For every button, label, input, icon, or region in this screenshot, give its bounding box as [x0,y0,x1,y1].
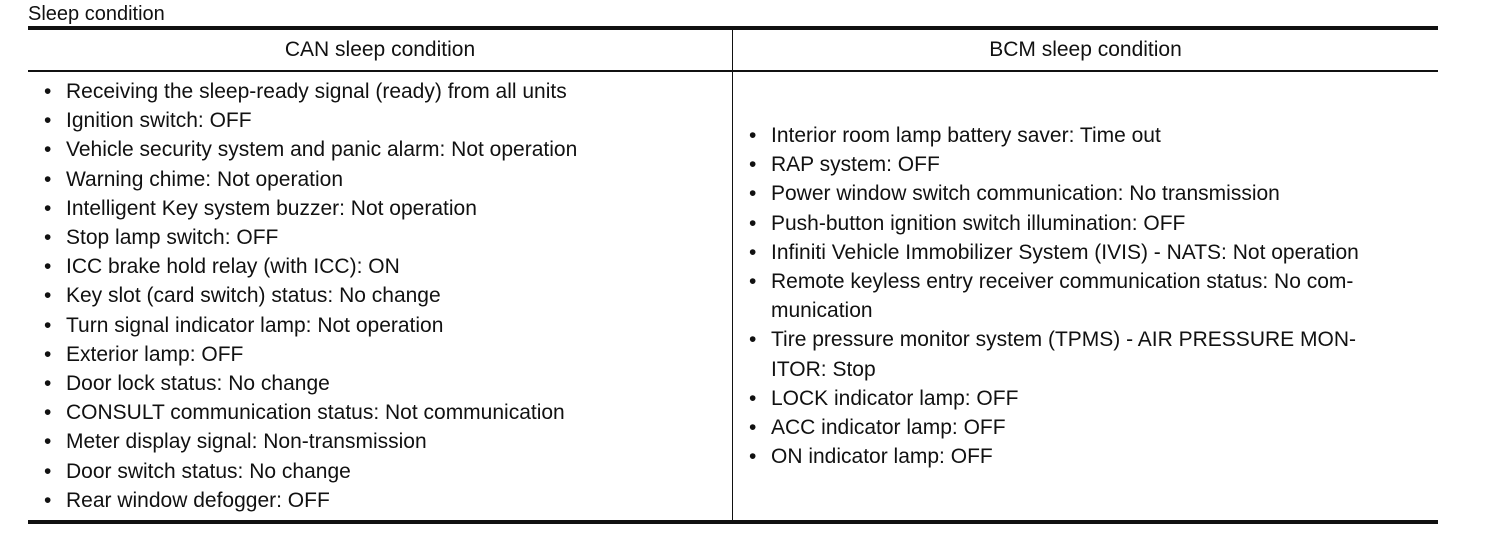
list-item [733,179,1423,208]
list-item-text: Intelligent Key system buzzer: Not operation [66,196,477,220]
bullet-icon: • [749,211,757,235]
list-item [28,135,728,164]
list-item [28,340,728,369]
can-sleep-condition-cell [28,72,732,520]
list-item-text: Power window switch communication: No transmission [771,182,1280,206]
bullet-icon: • [749,445,757,469]
bcm-condition-list [733,121,1423,471]
list-item [28,457,728,486]
bullet-icon: • [749,153,757,177]
list-item [28,486,728,515]
list-item-text: Stop lamp switch: OFF [66,226,279,250]
bullet-icon: • [44,255,52,279]
list-item-text: ACC indicator lamp: OFF [771,416,1006,440]
list-item [733,413,1423,442]
bullet-icon: • [44,372,52,396]
bullet-icon: • [44,138,52,162]
list-item [28,369,728,398]
list-item-text: Exterior lamp: OFF [66,342,244,366]
list-item-text: Door switch status: No change [66,459,351,483]
list-item [28,398,728,427]
list-item [28,77,728,106]
list-item-text: munication [771,299,873,323]
list-item [733,121,1423,150]
list-item-text: Key slot (card switch) status: No change [66,284,441,308]
sleep-condition-table [28,26,1438,524]
list-item-text: Door lock status: No change [66,372,330,396]
bullet-icon: • [44,430,52,454]
bullet-icon: • [749,240,757,264]
list-item-text: Infiniti Vehicle Immobilizer System (IVIS) - NATS: Not operation [771,240,1359,264]
list-item-text: Meter display signal: Non-transmission [66,430,427,454]
list-item-text: Vehicle security system and panic alarm: Not operation [66,138,578,162]
list-item-text: LOCK indicator lamp: OFF [771,386,1019,410]
bullet-icon: • [44,226,52,250]
list-item [28,106,728,135]
bullet-icon: • [44,109,52,133]
bullet-icon: • [749,328,757,352]
bcm-sleep-condition-cell [733,72,1438,520]
bullet-icon: • [44,196,52,220]
list-item-text: Push-button ignition switch illumination: OFF [771,211,1186,235]
table-caption: Sleep condition [28,3,165,25]
list-item-text: Receiving the sleep-ready signal (ready) from all units [66,80,567,103]
list-item [733,238,1423,267]
list-item [28,165,728,194]
list-item [28,194,728,223]
list-item-text: CONSULT communication status: Not communication [66,401,565,425]
list-item-text: Rear window defogger: OFF [66,488,330,512]
list-item [28,311,728,340]
list-item-text: Remote keyless entry receiver communication status: No com- [771,270,1354,294]
bullet-icon: • [44,488,52,512]
list-item-text: RAP system: OFF [771,153,940,177]
list-item-text: ON indicator lamp: OFF [771,445,993,469]
list-item-text: Ignition switch: OFF [66,109,252,133]
bullet-icon: • [44,342,52,366]
list-item-text: ICC brake hold relay (with ICC): ON [66,255,400,279]
list-item-text: Tire pressure monitor system (TPMS) - AIR PRESSURE MON- [771,328,1356,352]
header-bcm-sleep-condition: BCM sleep condition [989,38,1182,61]
bullet-icon: • [749,270,757,294]
list-item [28,281,728,310]
bullet-icon: • [749,416,757,440]
list-item [28,252,728,281]
list-item-text: ITOR: Stop [771,357,876,381]
list-item [28,427,728,456]
list-item [733,150,1423,179]
header-can-sleep-condition: CAN sleep condition [284,38,476,61]
bullet-icon: • [44,284,52,308]
list-item [733,384,1423,413]
bullet-icon: • [44,167,52,191]
bullet-icon: • [749,386,757,410]
bullet-icon: • [44,80,52,103]
list-item [733,209,1423,238]
bullet-icon: • [749,182,757,206]
can-condition-list [28,77,728,515]
list-item [733,267,1423,325]
list-item-text: Interior room lamp battery saver: Time out [771,124,1161,147]
bullet-icon: • [44,313,52,337]
bullet-icon: • [44,401,52,425]
list-item [733,442,1423,471]
list-item [733,325,1423,383]
bullet-icon: • [749,124,757,147]
list-item-text: Warning chime: Not operation [66,167,344,191]
bullet-icon: • [44,459,52,483]
list-item-text: Turn signal indicator lamp: Not operation [66,313,444,337]
list-item [28,223,728,252]
table-header-row [28,30,1438,72]
